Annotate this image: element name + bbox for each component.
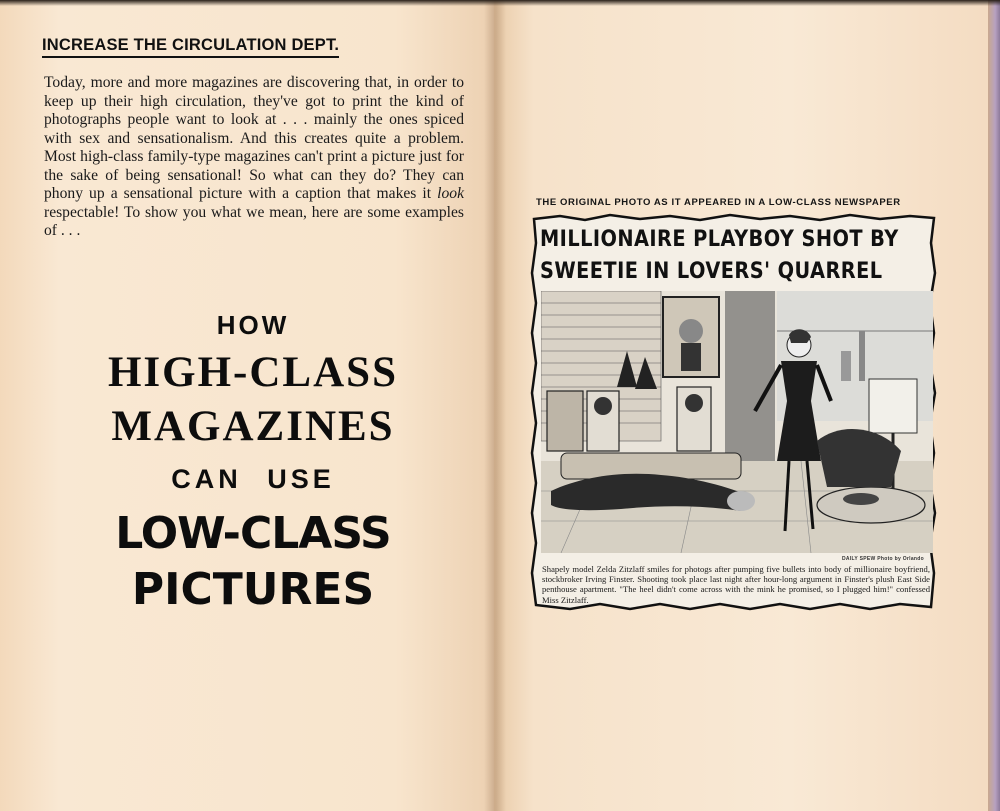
book-spine — [484, 0, 506, 811]
headline-magazines: MAGAZINES — [111, 403, 395, 450]
intro-paragraph — [44, 74, 464, 241]
intro-text-1: Today, more and more magazines are discovering that, in order to keep up their high circulation, they've got to print the kind of photographs people want to look at . . . mainly the ones spiced with sex and sensationalism. And this creates quite a problem. Most high-class family-type magazines can't print a picture just for the sake of being sensational! So what can they do? They can phony up a sensational picture with a caption that makes it — [44, 74, 464, 202]
cabinet — [547, 391, 583, 451]
headline-can-use: CAN USE — [171, 464, 335, 494]
top-shadow — [0, 0, 1000, 6]
newspaper-illustration — [541, 291, 933, 553]
page-edge — [988, 0, 1000, 811]
coffee-table — [817, 487, 925, 523]
department-label: INCREASE THE CIRCULATION DEPT. — [42, 36, 339, 58]
lamp-shade — [869, 379, 917, 433]
clipping-headline — [540, 223, 927, 287]
clipping-headline-line1: MILLIONAIRE PLAYBOY SHOT BY — [540, 226, 899, 252]
headline-high-class: HIGH-CLASS — [107, 349, 398, 396]
clipping-content — [538, 221, 930, 603]
clipping-headline-line2: SWEETIE IN LOVERS' QUARREL — [540, 258, 883, 284]
intro-text-2: respectable! To show you what we mean, here are some examples of . . . — [44, 203, 464, 239]
original-photo-caption: THE ORIGINAL PHOTO AS IT APPEARED IN A LOW-CLASS NEWSPAPER — [536, 197, 901, 208]
newspaper-clipping — [530, 213, 938, 611]
headline-pictures: PICTURES — [131, 564, 375, 615]
clipping-caption: Shapely model Zelda Zitzlaff smiles for photogs after pumping five bullets into body of millionaire boyfriend, stockbroker Irving Finster. Shooting took place last night after hour-long argument in Finster's plush East Side penthouse apartment. "The heel didn't come across with the mink he promised, so I plugged him!" confessed Miss Zitzlaff. — [542, 564, 930, 605]
curtain — [725, 291, 775, 461]
photo-credit: DAILY SPEW Photo by Orlando — [842, 556, 924, 562]
headline-low-class: LOW-CLASS — [115, 508, 391, 559]
intro-emphasis: look — [437, 185, 464, 202]
headline-how: HOW — [216, 310, 290, 340]
